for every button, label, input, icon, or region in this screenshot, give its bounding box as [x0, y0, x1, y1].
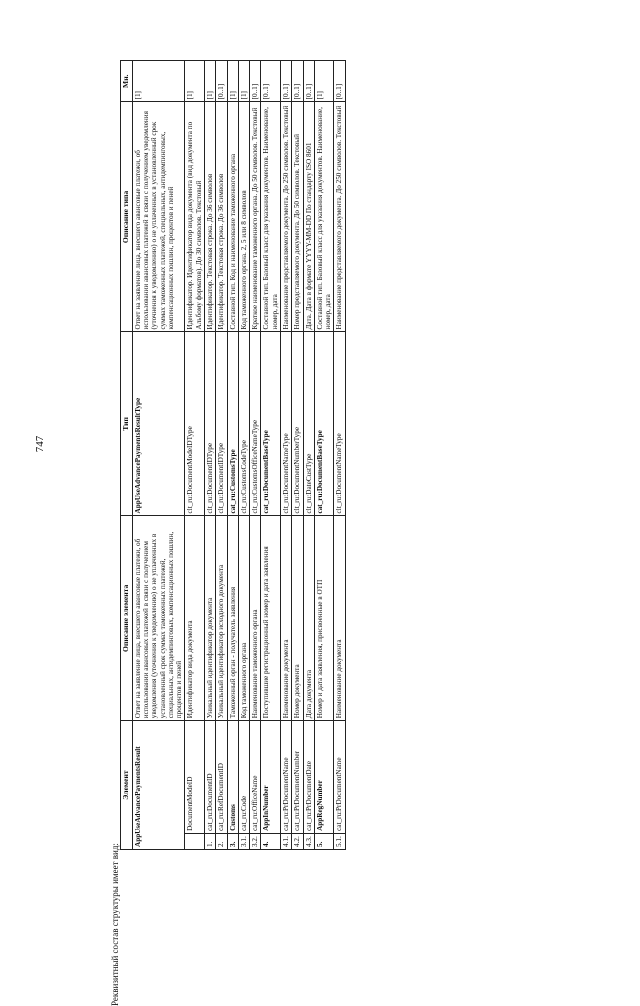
cell-number: 3. — [227, 833, 238, 849]
cell-number: 3.2. — [250, 833, 261, 849]
header-element: Элемент — [121, 721, 133, 850]
cell-type: clt_ru:DocumentNameType — [334, 332, 345, 516]
cell-type: clt_ru:DocumentNameType — [280, 332, 291, 516]
table-row — [185, 61, 205, 850]
cell-multiplicity: [1] — [185, 61, 205, 102]
cell-element: Customs — [227, 721, 238, 834]
table-row — [132, 61, 185, 850]
cell-number — [185, 833, 205, 849]
cell-element: cat_ru:DocumentID — [204, 721, 215, 834]
cell-number: 4.3. — [303, 833, 314, 849]
cell-multiplicity: [0..1] — [250, 61, 261, 102]
cell-type-description: Составной тип. Базовый класс для указания документов. Наименование, номер, дата — [314, 102, 334, 332]
rotated-page — [120, 60, 590, 850]
cell-element: cat_ru:PrDocumentNumber — [292, 721, 303, 834]
cell-type-description: Номер представляемого документа. До 50 символов. Текстовый — [292, 102, 303, 332]
table-row — [227, 61, 238, 850]
cell-description: Таможенный орган - получатель заявления — [227, 516, 238, 721]
cell-element: cat_ru:PrDocumentName — [280, 721, 291, 834]
cell-number: 5.1. — [334, 833, 345, 849]
table-row — [250, 61, 261, 850]
cell-description: Уникальный идентификатор документа — [204, 516, 215, 721]
cell-type: clt_ru:CustomsOfficeNameType — [250, 332, 261, 516]
cell-description: Ответ на заявление лица, внесшего авансовые платежи, об использовании авансовых платежей в связи с получением уведомления (уточнения к уведомлению) о не уплаченных в установленный срок суммах таможенных платежей, специальных, антидемпинговых, компенсационных пошлин, процентов и пеней — [132, 516, 185, 721]
cell-description: Код таможенного органа — [238, 516, 249, 721]
cell-type: clt_ru:DateCustType — [303, 332, 314, 516]
cell-description: Поступившие регистрационный номер и дата заявления — [261, 516, 281, 721]
cell-description: Наименование документа — [334, 516, 345, 721]
cell-element: DocumentModeID — [185, 721, 205, 834]
cell-multiplicity: [1] — [227, 61, 238, 102]
table-row — [292, 61, 303, 850]
table-row — [216, 61, 227, 850]
cell-number: 2. — [216, 833, 227, 849]
table-header-row — [121, 61, 133, 850]
structure-table — [120, 60, 346, 850]
cell-multiplicity: [1] — [204, 61, 215, 102]
table-row — [238, 61, 249, 850]
header-type: Тип — [121, 332, 133, 516]
table-row — [280, 61, 291, 850]
cell-element: cat_ru:PrDocumentName — [334, 721, 345, 834]
cell-description: Уникальный идентификатор исходного документа — [216, 516, 227, 721]
cell-multiplicity: [0..1] — [334, 61, 345, 102]
table-row — [334, 61, 345, 850]
cell-type-description: Составной тип. Код и наименование таможенного органа — [227, 102, 238, 332]
cell-multiplicity: [1] — [132, 61, 185, 102]
table-row — [314, 61, 334, 850]
page-number: 747 — [34, 435, 46, 453]
header-type-description: Описание типа — [121, 102, 133, 332]
cell-type-description: Идентификатор. Идентификатор вида документа (вид документа по Альбому форматов). До 30 символов. Текстовый — [185, 102, 205, 332]
cell-type: clt_ru:DocumentIDType — [216, 332, 227, 516]
cell-number: 3.1. — [238, 833, 249, 849]
cell-type: clt_ru:DocumentNumberType — [292, 332, 303, 516]
header-element-description: Описание элемента — [121, 516, 133, 721]
table-row — [261, 61, 281, 850]
cell-type-description: Идентификатор. Текстовая строка. До 36 символов — [204, 102, 215, 332]
cell-element: AppUseAdvancePaymentsResult — [132, 721, 185, 850]
cell-number: 1. — [204, 833, 215, 849]
cell-type-description: Наименование представляемого документа. До 250 символов. Текстовый — [334, 102, 345, 332]
cell-multiplicity: [0..1] — [292, 61, 303, 102]
cell-description: Наименование таможенного органа — [250, 516, 261, 721]
cell-description: Номер и дата заявления, присвоенные в ОТП — [314, 516, 334, 721]
cell-element: cat_ru:PrDocumentDate — [303, 721, 314, 834]
cell-type: clt_ru:DocumentIDType — [204, 332, 215, 516]
cell-description: Дата документа — [303, 516, 314, 721]
cell-number: 4.2. — [292, 833, 303, 849]
cell-type: clt_ru:CustomsCodeType — [238, 332, 249, 516]
cell-multiplicity: [0..1] — [280, 61, 291, 102]
cell-number: 5. — [314, 833, 334, 849]
cell-type-description: Код таможенного органа. 2, 5 или 8 символов — [238, 102, 249, 332]
cell-multiplicity: [0..1] — [261, 61, 281, 102]
cell-description: Номер документа — [292, 516, 303, 721]
cell-element: cat_ru:OfficeName — [250, 721, 261, 834]
cell-multiplicity: [1] — [314, 61, 334, 102]
cell-type-description: Краткое наименование таможенного органа. До 50 символов. Текстовый — [250, 102, 261, 332]
cell-element: AppInNumber — [261, 721, 281, 834]
cell-description: Идентификатор вида документа — [185, 516, 205, 721]
cell-type: cat_ru:DocumentBaseType — [261, 332, 281, 516]
cell-description: Наименование документа — [280, 516, 291, 721]
cell-element: cat_ru:Code — [238, 721, 249, 834]
cell-type: cat_ru:CustomsType — [227, 332, 238, 516]
cell-type: cat_ru:DocumentBaseType — [314, 332, 334, 516]
table-row — [303, 61, 314, 850]
cell-multiplicity: [1] — [238, 61, 249, 102]
cell-multiplicity: [0..1] — [303, 61, 314, 102]
table-row — [204, 61, 215, 850]
cell-type-description: Составной тип. Базовый класс для указания документов. Наименование, номер, дата — [261, 102, 281, 332]
cell-type: AppUseAdvancePaymentsResultType — [132, 332, 185, 516]
structure-table-wrapper — [120, 60, 590, 850]
intro-text: Реквизитный состав структуры имеет вид: — [110, 843, 120, 1006]
cell-multiplicity: [0..1] — [216, 61, 227, 102]
cell-number: 4. — [261, 833, 281, 849]
cell-type-description: Дата. Дата в формате YYYY-MM-DD По стандарту ISO 8601 — [303, 102, 314, 332]
cell-type-description: Наименование представляемого документа. До 250 символов. Текстовый — [280, 102, 291, 332]
cell-element: AppRegNumber — [314, 721, 334, 834]
cell-type-description: Ответ на заявление лица, внесшего авансовые платежи, об использовании авансовых платежей в связи с получением уведомления (уточнения к уведомлению) о не уплаченных в установленный срок суммах таможенных платежей, специальных, антидемпинговых, компенсационных пошлин, процентов и пеней — [132, 102, 185, 332]
cell-element: cat_ru:RefDocumentID — [216, 721, 227, 834]
table-body — [132, 61, 345, 850]
cell-type-description: Идентификатор. Текстовая строка. До 36 символов — [216, 102, 227, 332]
cell-type: clt_ru:DocumentModeIDType — [185, 332, 205, 516]
header-multiplicity: Мн. — [121, 61, 133, 102]
cell-number: 4.1. — [280, 833, 291, 849]
